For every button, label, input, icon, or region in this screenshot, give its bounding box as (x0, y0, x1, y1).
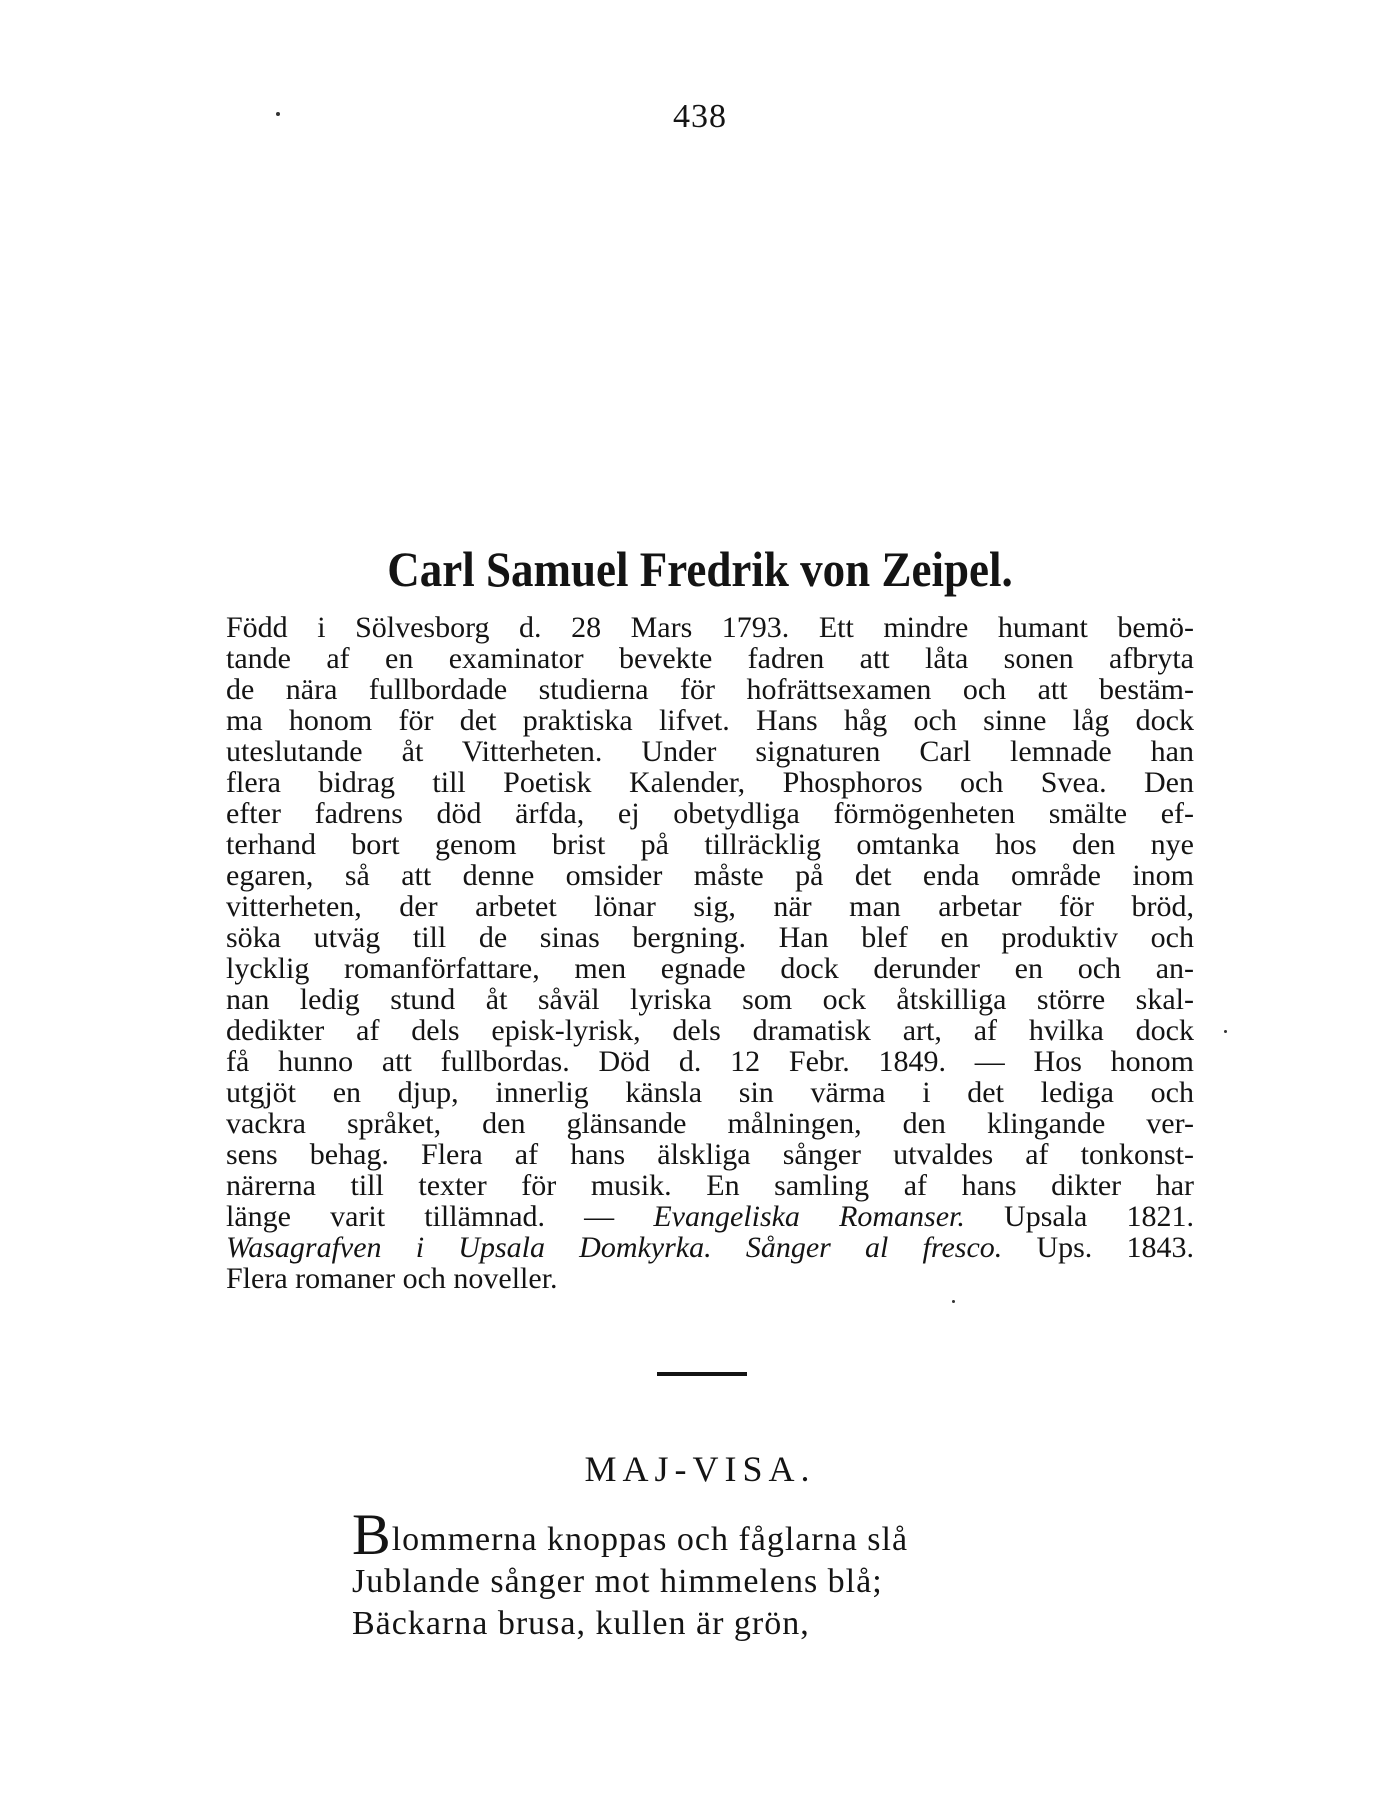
biography-text (226, 612, 1194, 1294)
bio-line: lycklig romanförfattare, men egnade dock derunder en och an- (226, 952, 1194, 985)
section-divider (657, 1372, 747, 1376)
bio-line: närerna till texter för musik. En samling af hans dikter har (226, 1169, 1194, 1202)
bio-line: få hunno att fullbordas. Död d. 12 Febr. 1849. — Hos honom (226, 1045, 1194, 1078)
bio-line: egaren, så att denne omsider måste på det enda område inom (226, 859, 1194, 892)
bio-line: söka utväg till de sinas bergning. Han blef en produktiv och (226, 921, 1194, 954)
poem-line: Jublande sånger mot himmelens blå; (352, 1563, 883, 1600)
poem-line-rest: lommerna knoppas och fåglarna slå (391, 1521, 909, 1558)
bio-text: Upsala 1821. (964, 1200, 1194, 1233)
bio-line: terhand bort genom brist på tillräcklig omtanka hos den nye (226, 828, 1194, 861)
bio-line: ma honom för det praktiska lifvet. Hans håg och sinne låg dock (226, 704, 1194, 737)
bio-line: de nära fullbordade studierna för hofrättsexamen och att bestäm- (226, 673, 1194, 706)
bio-line: nan ledig stund åt såväl lyriska som ock åtskilliga större skal- (226, 983, 1194, 1016)
work-title: Sånger al fresco. (745, 1231, 1003, 1264)
work-title: Wasagrafven i Upsala Domkyrka. (226, 1231, 712, 1264)
poem-line: Bäckarna brusa, kullen är grön, (352, 1605, 810, 1642)
bio-line: flera bidrag till Poetisk Kalender, Phosphoros och Svea. Den (226, 766, 1194, 799)
bio-line: efter fadrens död ärfda, ej obetydliga förmögenheten smälte ef- (226, 797, 1194, 830)
bio-line-works-2 (226, 1232, 1194, 1263)
bio-line: uteslutande åt Vitterheten. Under signaturen Carl lemnade han (226, 735, 1194, 768)
page-number: 438 (673, 98, 727, 135)
bio-line: vackra språket, den glänsande målningen, den klingande ver- (226, 1107, 1194, 1140)
bio-line-works-1 (226, 1201, 1194, 1232)
poem-text (352, 1502, 909, 1645)
poem-line (352, 1502, 909, 1567)
bio-line: Flera romaner och noveller. (226, 1262, 558, 1295)
poem-title: MAJ-VISA. (584, 1449, 816, 1489)
bio-line: sens behag. Flera af hans älskliga sånger utvaldes af tonkonst- (226, 1138, 1194, 1171)
print-speck (952, 1300, 955, 1303)
bio-line: utgjöt en djup, innerlig känsla sin värma i det lediga och (226, 1076, 1194, 1109)
bio-line: tande af en examinator bevekte fadren att låta sonen afbryta (226, 642, 1194, 675)
bio-line: Född i Sölvesborg d. 28 Mars 1793. Ett mindre humant bemö- (226, 611, 1194, 644)
bio-text: länge varit tillämnad. — (226, 1200, 654, 1233)
print-speck (276, 112, 280, 116)
entry-title: Carl Samuel Fredrik von Zeipel. (387, 541, 1013, 597)
bio-text: Ups. 1843. (1002, 1231, 1195, 1264)
drop-cap: B (352, 1502, 392, 1567)
print-speck (1224, 1030, 1227, 1033)
work-title: Evangeliska Romanser. (653, 1200, 965, 1233)
bio-line: vitterheten, der arbetet lönar sig, när man arbetar för bröd, (226, 890, 1194, 923)
bio-line: dedikter af dels episk-lyrisk, dels dramatisk art, af hvilka dock (226, 1014, 1194, 1047)
